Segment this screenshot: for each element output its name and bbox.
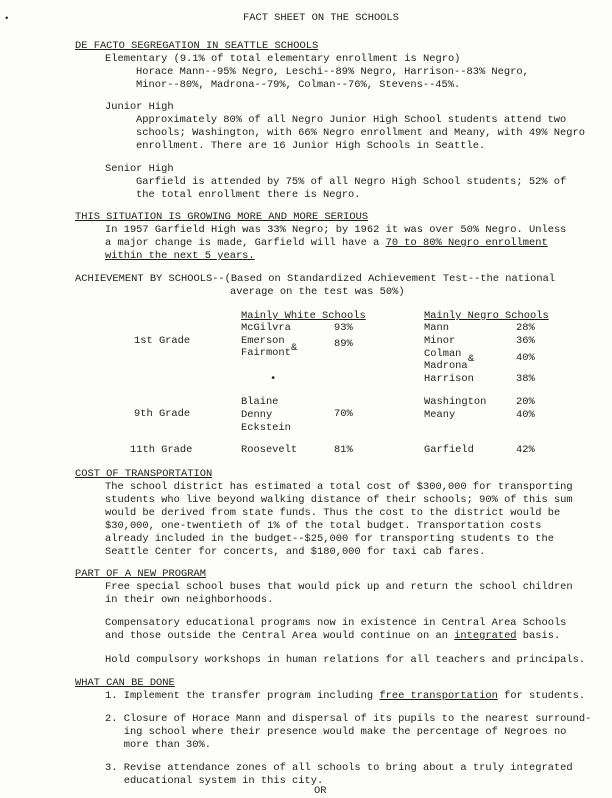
negro-school-score: 38% [516, 373, 535, 385]
transport-line: would be derived from state funds. Thus the cost to the district would be [105, 507, 561, 519]
negro-school-name: Washington [424, 396, 487, 408]
situation-line-1: In 1957 Garfield High was 33% Negro; by 1962 it was over 50% Negro. Unless [105, 224, 567, 236]
transport-line: $30,000, one-twentieth of 1% of the total budget. Transportation costs [105, 520, 542, 532]
grade-label: 11th Grade [130, 444, 193, 456]
program-text: and those outside the Central Area would continue on an [105, 630, 455, 642]
white-school-name: Eckstein [241, 422, 291, 434]
program-line: Free special school buses that would pick up and return the school children [105, 581, 573, 593]
situation-line-2 [105, 237, 548, 250]
defacto-heading: DE FACTO SEGREGATION IN SEATTLE SCHOOLS [75, 40, 319, 52]
negro-school-score: 28% [516, 322, 535, 334]
program-text: basis. [516, 630, 561, 642]
white-schools-header: Mainly White Schools [241, 310, 366, 322]
negro-school-name: Harrison [424, 373, 474, 385]
stray-mark: • [270, 373, 277, 385]
negro-school-name: Minor [424, 335, 456, 347]
negro-school-name: Meany [424, 409, 456, 421]
negro-schools-header: Mainly Negro Schools [424, 310, 549, 322]
white-school-name: Blaine [241, 396, 279, 408]
junior-high-line-2: schools; Washington, with 66% Negro enrollment and Meany, with 49% Negro [136, 127, 585, 139]
junior-high-label: Junior High [105, 101, 174, 113]
done-item-2: more than 30%. [105, 739, 212, 751]
done-item-2: 2. Closure of Horace Mann and dispersal of its pupils to the nearest surround- [105, 713, 592, 725]
negro-school-name: Mann [424, 322, 449, 334]
white-school-name: Denny [241, 409, 273, 421]
ampersand: & [291, 342, 298, 354]
done-emphasis: free transportation [379, 690, 498, 702]
senior-high-line-2: the total enrollment there is Negro. [136, 189, 361, 201]
achievement-heading: ACHIEVEMENT BY SCHOOLS--(Based on Standardized Achievement Test--the national [75, 273, 556, 285]
situation-heading: THIS SITUATION IS GROWING MORE AND MORE SERIOUS [75, 211, 369, 223]
done-heading: WHAT CAN BE DONE [75, 677, 175, 689]
white-school-name: Fairmont [241, 347, 291, 359]
negro-school-score: 36% [516, 335, 535, 347]
transport-line: The school district has estimated a total cost of $300,000 for transporting [105, 481, 573, 493]
elementary-line-2: Minor--80%, Madrona--79%, Colman--76%, Stevens--45%. [136, 79, 461, 91]
transport-heading: COST OF TRANSPORTATION [75, 468, 213, 480]
done-item-1 [105, 690, 585, 703]
junior-high-line-1: Approximately 80% of all Negro Junior High School students attend two [136, 114, 567, 126]
negro-school-name: Madrona [424, 360, 468, 372]
elementary-label: Elementary (9.1% of total elementary enrollment is Negro) [105, 53, 461, 65]
white-school-score: 93% [334, 322, 353, 334]
margin-mark: • [4, 14, 10, 24]
situation-line-2-text: a major change is made, Garfield will have a [105, 237, 386, 249]
transport-line: already included in the budget--$25,000 for transporting students to the [105, 533, 554, 545]
negro-school-score: 40% [516, 409, 535, 421]
program-emphasis: integrated [454, 630, 517, 642]
page-title: FACT SHEET ON THE SCHOOLS [243, 12, 399, 24]
senior-high-label: Senior High [105, 163, 174, 175]
grade-label: 9th Grade [134, 408, 191, 420]
achievement-heading-2: average on the test was 50%) [230, 286, 405, 298]
program-line: Hold compulsory workshops in human relations for all teachers and principals. [105, 654, 586, 666]
program-line: Compensatory educational programs now in existence in Central Area Schools [105, 617, 567, 629]
white-school-score: 89% [334, 338, 353, 350]
or-text: OR [314, 785, 327, 797]
grade-label: 1st Grade [134, 335, 191, 347]
white-school-score: 70% [334, 408, 353, 420]
done-item-3: 3. Revise attendance zones of all schools to bring about a truly integrated [105, 762, 573, 774]
transport-line: students who live beyond walking distance of their schools; 90% of this sum [105, 494, 573, 506]
program-line [105, 630, 560, 643]
situation-line-2-emphasis: 70 to 80% Negro enrollment [385, 237, 548, 249]
done-text: 1. Implement the transfer program including [105, 690, 380, 702]
negro-school-score: 20% [516, 396, 535, 408]
negro-school-name: Colman [424, 348, 462, 360]
white-school-score: 81% [334, 444, 353, 456]
white-school-name: McGilvra [241, 322, 291, 334]
program-heading: PART OF A NEW PROGRAM [75, 568, 206, 580]
done-item-3: educational system in this city. [105, 775, 324, 787]
negro-school-score: 42% [516, 444, 535, 456]
transport-line: Seattle Center for concerts, and $180,000 for taxi cab fares. [105, 546, 486, 558]
ampersand: & [468, 353, 475, 365]
junior-high-line-3: enrollment. There are 16 Junior High Schools in Seattle. [136, 140, 486, 152]
negro-school-score: 40% [516, 352, 535, 364]
white-school-name: Emerson [241, 335, 285, 347]
done-text: for students. [497, 690, 586, 702]
program-line: in their own neighborhoods. [105, 594, 274, 606]
white-school-name: Roosevelt [241, 444, 298, 456]
negro-school-name: Garfield [424, 444, 474, 456]
elementary-line-1: Horace Mann--95% Negro, Leschi--89% Negro, Harrison--83% Negro, [136, 66, 529, 78]
done-item-2: ing school where their presence would make the percentage of Negroes no [105, 726, 567, 738]
senior-high-line-1: Garfield is attended by 75% of all Negro High School students; 52% of [136, 176, 567, 188]
situation-line-3: within the next 5 years. [105, 250, 255, 262]
